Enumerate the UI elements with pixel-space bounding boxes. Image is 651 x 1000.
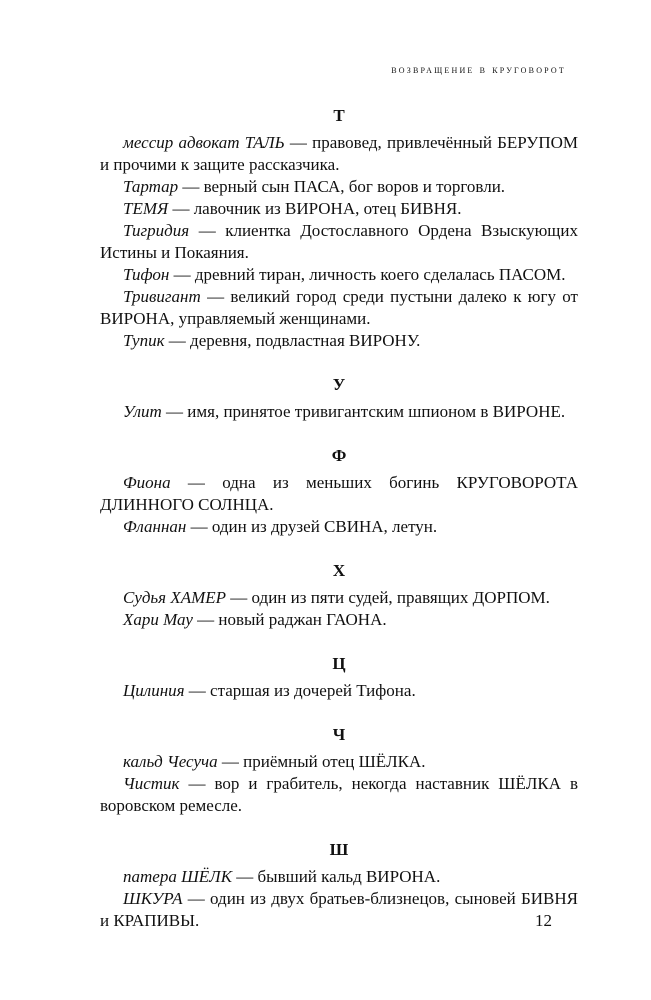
entry-definition: — правовед, привлечённый БЕРУПОМ и прочими к защите рассказчика. [100,133,579,174]
entry-definition: — один из двух братьев-близнецов, сыновей БИВНЯ и КРАПИВЫ. [100,889,578,930]
entry-definition: — старшая из дочерей Тифона. [184,681,416,700]
entry-term: Тривигант [123,287,201,306]
entry-term: ТЕМЯ [123,199,169,218]
glossary-entry [100,198,578,220]
glossary-section [100,653,578,702]
entry-term: Тигридия [123,221,190,240]
glossary-section [100,445,578,538]
entry-term: Тартар [123,177,179,196]
entry-term: Фиона [123,473,171,492]
entry-definition: — деревня, подвластная ВИРОНУ. [164,331,421,350]
section-letter: Т [333,106,345,125]
glossary-section [100,374,578,423]
glossary-entry [100,286,578,330]
glossary-entry [100,132,578,176]
entry-definition: — один из пяти судей, правящих ДОРПОМ. [226,588,550,607]
glossary-entry [100,888,578,932]
glossary-entry [100,264,578,286]
glossary [100,105,578,932]
glossary-section [100,560,578,631]
entry-term: Тифон [123,265,170,284]
glossary-entry [100,516,578,538]
entry-definition: — один из друзей СВИНА, летун. [186,517,438,536]
entry-term: ШКУРА [123,889,183,908]
entry-definition: — лавочник из ВИРОНА, отец БИВНЯ. [168,199,462,218]
glossary-entry [100,176,578,198]
glossary-section [100,839,578,932]
page-number: 12 [535,911,552,930]
entry-term: патера ШЁЛК [123,867,232,886]
entry-definition: — верный сын ПАСА, бог воров и торговли. [178,177,506,196]
glossary-entry [100,220,578,264]
glossary-section [100,105,578,352]
entry-definition: — древний тиран, личность коего сделалась ПАСОМ. [169,265,566,284]
entry-term: Цилиния [123,681,185,700]
glossary-entry [100,680,578,702]
entry-definition: — великий город среди пустыни далеко к югу от ВИРОНА, управляемый женщинами. [100,287,578,328]
section-letter: У [332,375,346,394]
glossary-entry [100,866,578,888]
glossary-entry [100,751,578,773]
glossary-entry [100,330,578,352]
entry-definition: — клиентка Достославного Ордена Взыскующих Истины и Покаяния. [100,221,578,262]
glossary-entry [100,609,578,631]
section-letter: Х [332,561,346,580]
section-letter: Ч [332,725,346,744]
entry-definition: — новый раджан ГАОНА. [192,610,387,629]
section-letter: Ц [332,654,346,673]
glossary-entry [100,587,578,609]
entry-term: Судья ХАМЕР [123,588,227,607]
entry-definition: — приёмный отец ШЁЛКА. [217,752,426,771]
glossary-entry [100,472,578,516]
entry-definition: — вор и грабитель, некогда наставник ШЁЛКА в воровском ремесле. [100,774,578,815]
entry-term: Фланнан [123,517,187,536]
glossary-entry [100,401,578,423]
entry-term: мессир адвокат ТАЛЬ [123,133,285,152]
glossary-section [100,724,578,817]
entry-definition: — одна из меньших богинь КРУГОВОРОТА ДЛИННОГО СОЛНЦА. [100,473,578,514]
entry-definition: — имя, принятое тривигантским шпионом в ВИРОНЕ. [161,402,566,421]
entry-term: кальд Чесуча [123,752,218,771]
entry-term: Хари Мау [123,610,193,629]
section-letter: Ш [329,840,349,859]
entry-definition: — бывший кальд ВИРОНА. [232,867,441,886]
section-letter: Ф [331,446,347,465]
glossary-entry [100,773,578,817]
entry-term: Тупик [123,331,165,350]
entry-term: Чистик [123,774,180,793]
running-head: возвращение в круговорот [391,64,566,76]
entry-term: Улит [123,402,162,421]
